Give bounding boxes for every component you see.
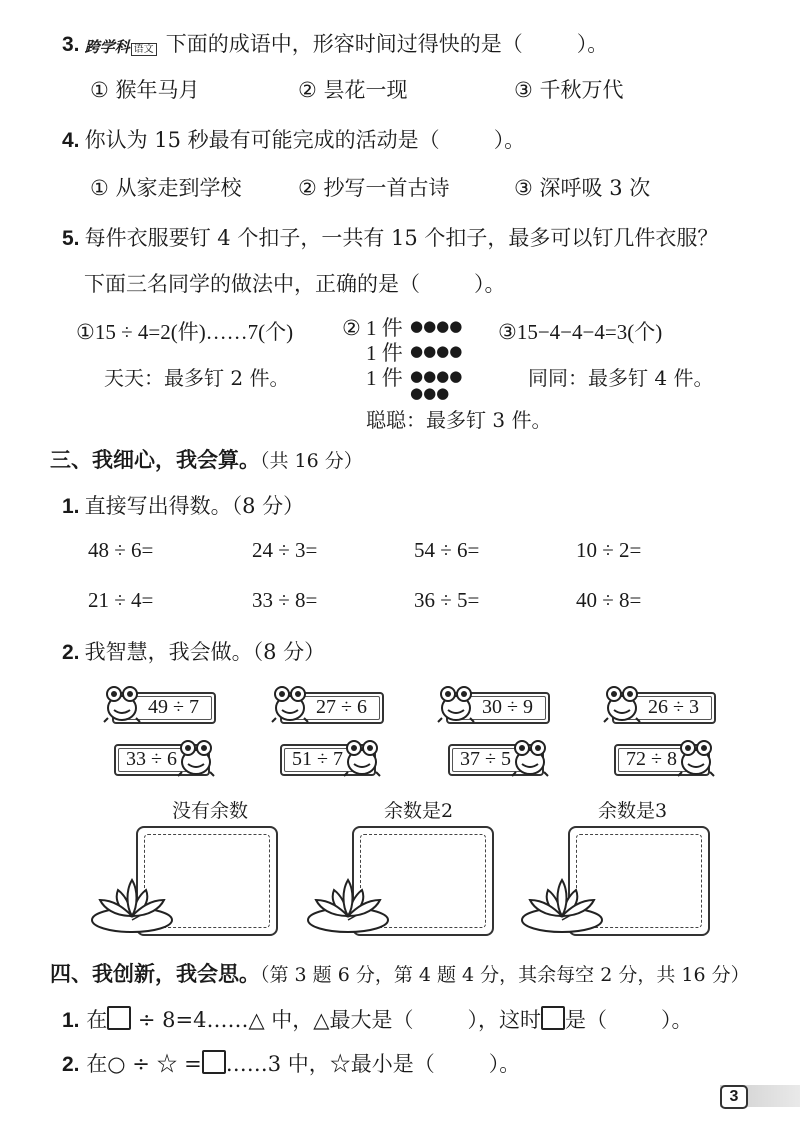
q4-option-2 <box>298 172 450 202</box>
lotus-icon <box>90 872 180 934</box>
q3-option-2 <box>298 74 408 104</box>
question-5 <box>62 222 718 252</box>
section-title-text: 三、我细心，我会算。 <box>50 448 260 472</box>
option-text: 昙花一现 <box>323 78 408 102</box>
method-2-mark <box>342 316 361 341</box>
method-2-rows <box>366 316 403 391</box>
method-1-answer: 天天：最多钉 2 件。 <box>104 366 290 390</box>
section-3-part-2 <box>62 636 325 666</box>
question-text: 直接写出得数。（8 分） <box>84 494 305 518</box>
method-2-row: 1 件 <box>366 366 403 390</box>
text-fragment: ÷ 8=4……△ 中，△最大是（ <box>131 1008 414 1032</box>
card-text: 33 ÷ 6 <box>126 748 177 770</box>
method-2-row: 1 件 <box>366 316 403 340</box>
frog-icon <box>602 684 642 724</box>
section-3-title <box>50 444 363 474</box>
calc-item: 40 ÷ 8= <box>576 588 642 612</box>
method-mark: ② <box>342 316 361 340</box>
text-fragment: ）。 <box>488 1052 521 1076</box>
method-1 <box>76 316 293 346</box>
method-mark: ① <box>76 320 95 344</box>
calc-item: 10 ÷ 2= <box>576 538 642 562</box>
card-text: 49 ÷ 7 <box>148 696 199 718</box>
option-mark: ② <box>298 78 317 102</box>
section-title-text: 四、我创新，我会思。 <box>50 962 260 986</box>
text-fragment: ……3 中，☆最小是（ <box>225 1052 435 1076</box>
option-text: 深呼吸 3 次 <box>539 176 651 200</box>
blank-box[interactable] <box>202 1050 226 1074</box>
question-text: 我智慧，我会做。（8 分） <box>84 640 326 664</box>
box-label-remainder-3: 余数是3 <box>598 800 668 822</box>
option-mark: ① <box>90 176 109 200</box>
box-label-remainder-2: 余数是2 <box>384 800 454 822</box>
card-text: 51 ÷ 7 <box>292 748 343 770</box>
frog-icon <box>102 684 142 724</box>
question-number: 1. <box>62 1009 80 1032</box>
q3-option-1 <box>90 74 200 104</box>
lotus-icon <box>306 872 396 934</box>
text-fragment: ），这时 <box>467 1008 541 1032</box>
dot-row: ●●●● <box>410 367 463 385</box>
subject-badge <box>85 36 157 57</box>
q4-option-1 <box>90 172 242 202</box>
method-2-row: 1 件 <box>366 341 403 365</box>
option-text: 抄写一首古诗 <box>323 176 450 200</box>
option-text: 猴年马月 <box>115 78 200 102</box>
calc-item: 36 ÷ 5= <box>414 588 480 612</box>
question-number: 2. <box>62 1053 80 1076</box>
question-text: 下面三名同学的做法中，正确的是（ <box>84 272 420 296</box>
page-number: 3 <box>720 1085 748 1109</box>
badge-main: 跨学科 <box>84 38 130 56</box>
question-number: 2. <box>62 641 80 664</box>
card-text: 26 ÷ 3 <box>648 696 699 718</box>
question-number: 4. <box>62 129 80 152</box>
calc-item: 54 ÷ 6= <box>414 538 480 562</box>
dot-row: ●●●● <box>410 342 463 360</box>
question-4 <box>62 124 525 154</box>
method-mark: ③ <box>498 320 517 344</box>
question-tail: ）。 <box>576 32 609 56</box>
text-fragment: 在○ ÷ ☆ = <box>86 1052 202 1076</box>
dot-row: ●●●● <box>410 317 463 335</box>
blank-box[interactable] <box>107 1006 131 1030</box>
text-fragment: 在 <box>86 1008 108 1032</box>
badge-sub: 语文 <box>131 43 157 56</box>
section-4-title <box>50 958 750 988</box>
option-text: 千秋万代 <box>539 78 624 102</box>
question-text: 每件衣服要钉 4 个扣子，一共有 15 个扣子，最多可以钉几件衣服？ <box>84 226 719 250</box>
card-text: 37 ÷ 5 <box>460 748 511 770</box>
section-4-part-1 <box>62 1004 692 1034</box>
option-mark: ③ <box>514 176 533 200</box>
question-number: 3. <box>62 33 80 56</box>
card-text: 27 ÷ 6 <box>316 696 367 718</box>
question-text: 你认为 15 秒最有可能完成的活动是（ <box>84 128 440 152</box>
q3-option-3 <box>514 74 624 104</box>
button-dots <box>410 318 462 402</box>
calc-item: 33 ÷ 8= <box>252 588 318 612</box>
text-fragment: ）。 <box>660 1008 693 1032</box>
frog-icon <box>176 738 216 778</box>
calc-item: 24 ÷ 3= <box>252 538 318 562</box>
box-label-no-remainder: 没有余数 <box>172 800 249 822</box>
blank-box[interactable] <box>541 1006 565 1030</box>
card-text: 30 ÷ 9 <box>482 696 533 718</box>
method-expression: 15 ÷ 4=2(件)……7(个) <box>94 320 294 344</box>
section-note: （共 16 分） <box>260 450 363 472</box>
calc-item: 21 ÷ 4= <box>88 588 154 612</box>
question-tail: ）。 <box>474 272 506 296</box>
frog-icon <box>510 738 550 778</box>
method-expression: 15−4−4−4=3(个) <box>516 320 663 344</box>
lotus-icon <box>520 872 610 934</box>
question-number: 5. <box>62 227 80 250</box>
question-tail: ）。 <box>493 128 526 152</box>
section-note: （第 3 题 6 分，第 4 题 4 分，其余每空 2 分，共 16 分） <box>260 964 750 986</box>
question-number: 1. <box>62 495 80 518</box>
frog-icon <box>676 738 716 778</box>
section-3-part-1 <box>62 490 304 520</box>
card-text: 72 ÷ 8 <box>626 748 677 770</box>
question-5-line2 <box>84 268 506 298</box>
dot-row: ●●● <box>410 384 450 402</box>
frog-icon <box>342 738 382 778</box>
method-3-answer: 同同：最多钉 4 件。 <box>528 366 714 390</box>
q4-option-3 <box>514 172 650 202</box>
option-mark: ③ <box>514 78 533 102</box>
method-3 <box>498 316 662 346</box>
frog-icon <box>270 684 310 724</box>
section-4-part-2 <box>62 1048 520 1078</box>
question-3 <box>62 28 608 58</box>
question-text: 下面的成语中，形容时间过得快的是（ <box>165 32 523 56</box>
calc-item: 48 ÷ 6= <box>88 538 154 562</box>
option-mark: ① <box>90 78 109 102</box>
option-mark: ② <box>298 176 317 200</box>
frog-icon <box>436 684 476 724</box>
option-text: 从家走到学校 <box>115 176 242 200</box>
text-fragment: 是（ <box>564 1008 607 1032</box>
method-2-answer: 聪聪：最多钉 3 件。 <box>366 408 552 432</box>
